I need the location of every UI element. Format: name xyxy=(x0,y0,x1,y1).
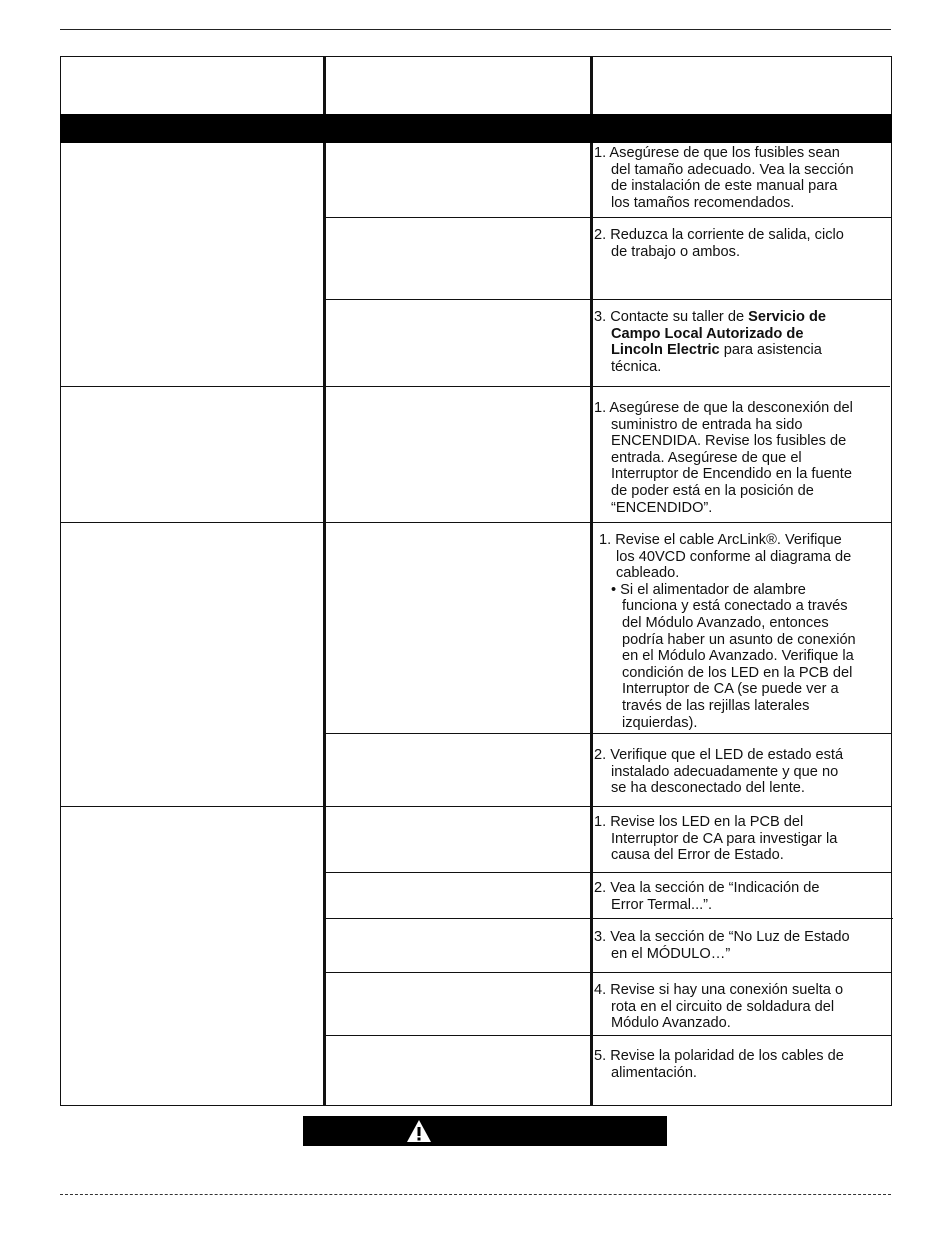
group-separator xyxy=(60,522,892,523)
step-separator xyxy=(325,299,892,300)
table-top-border xyxy=(60,56,892,57)
action-step-4-5: 5. Revise la polaridad de los cables de alimentación. xyxy=(594,1048,844,1081)
action-step-4-2: 2. Vea la sección de “Indicación de Error Termal...”. xyxy=(594,880,820,913)
step-separator xyxy=(325,733,892,734)
group-separator xyxy=(60,386,890,387)
step-separator xyxy=(325,972,892,973)
table-bottom-border xyxy=(60,1105,892,1106)
column-divider-2 xyxy=(590,56,593,1106)
table-header-band xyxy=(60,114,892,143)
action-step-3-2: 2. Verifique que el LED de estado está instalado adecuadamente y que no se ha desconectado del lente. xyxy=(594,747,844,797)
action-step-2-1: 1. Asegúrese de que la desconexión del suministro de entrada ha sido ENCENDIDA. Revise los fusibles de entrada. Asegúrese de que el Interruptor de Encendido en la fuente de poder está en la posición de “ENCENDIDO”. xyxy=(594,400,853,516)
action-step-1-2: 2. Reduzca la corriente de salida, ciclo de trabajo o ambos. xyxy=(594,227,844,260)
action-step-4-4: 4. Revise si hay una conexión suelta o rota en el circuito de soldadura del Módulo Avanzado. xyxy=(594,982,844,1032)
table-left-border xyxy=(60,56,61,1106)
group-separator xyxy=(60,806,892,807)
step-separator xyxy=(325,1035,892,1036)
table-right-border xyxy=(891,56,892,1106)
action-step-1-1: 1. Asegúrese de que los fusibles sean del tamaño adecuado. Vea la sección de instalación de este manual para los tamaños recomendados. xyxy=(594,145,854,211)
step-separator xyxy=(325,217,892,218)
column-divider-1 xyxy=(323,56,326,1106)
action-step-4-3: 3. Vea la sección de “No Luz de Estado en el MÓDULO…” xyxy=(594,929,850,962)
warning-bar xyxy=(303,1116,667,1146)
action-step-3-1: 1. Revise el cable ArcLink®. Verifique los 40VCD conforme al diagrama de cableado. • Si el alimentador de alambre funciona y está conectado a través del Módulo Avanzado, entonces podría haber un asunto de conexión en el Módulo Avanzado. Verifique la condición de los LED en la PCB del Interruptor de CA (se puede ver a través de las rejillas laterales izquierdas). xyxy=(599,532,856,731)
footer-dashed-rule xyxy=(60,1194,891,1195)
step-separator xyxy=(325,872,892,873)
action-step-1-3: 3. Contacte su taller de Servicio de Campo Local Autorizado de Lincoln Electric para asistencia técnica. xyxy=(594,309,827,375)
top-rule xyxy=(60,29,891,30)
step-separator xyxy=(325,918,893,919)
warning-triangle-icon xyxy=(406,1119,432,1143)
action-step-4-1: 1. Revise los LED en la PCB del Interruptor de CA para investigar la causa del Error de Estado. xyxy=(594,814,838,864)
